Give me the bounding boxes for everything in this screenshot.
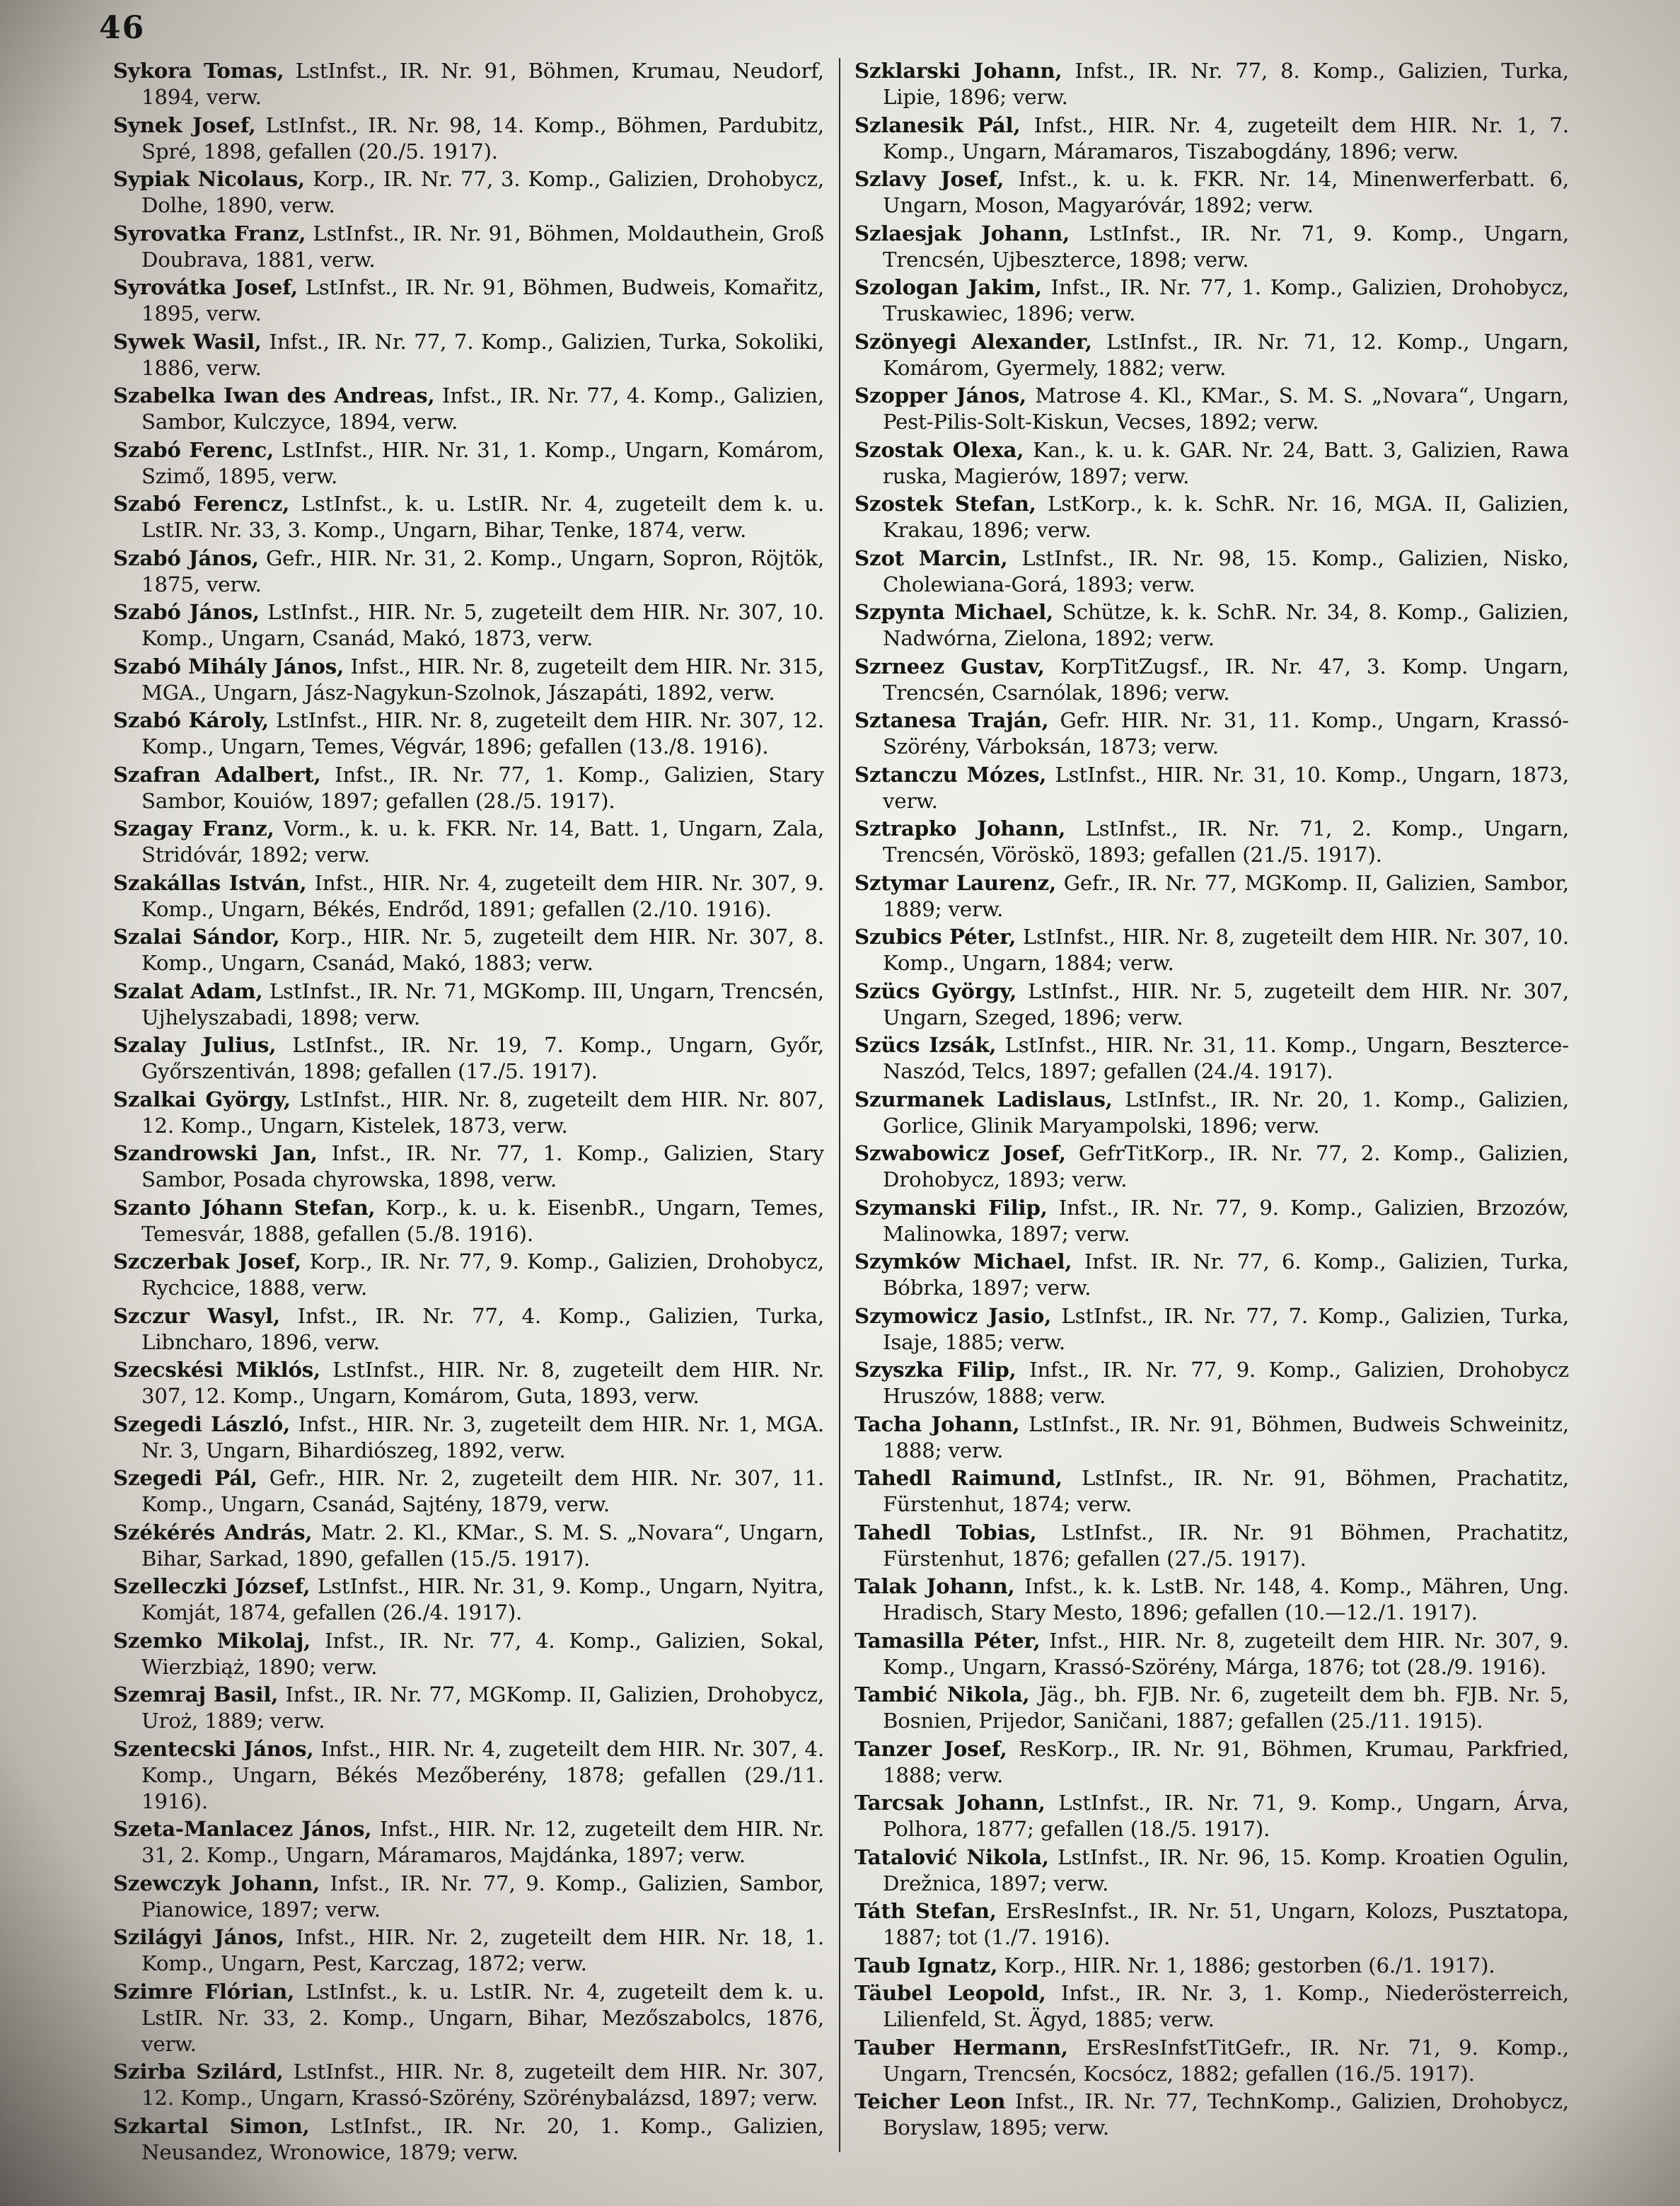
entry-details: Infst., IR. Nr. 77, 7. Komp., Galizien, Turka, Sokoliki, 1886, verw. [141,329,824,380]
entry-name: Szwabowicz Josef, [855,1141,1066,1165]
entry-name: Szecskési Miklós, [113,1358,321,1382]
entry-details: Infst., HIR. Nr. 3, zugeteilt dem HIR. Nr. 1, MGA. Nr. 3, Ungarn, Bihardiószeg, 1892, verw. [141,1411,824,1462]
entry-details: Gefr., IR. Nr. 77, MGKomp. II, Galizien, Sambor, 1889; verw. [883,870,1569,921]
entry-details: Infst., IR. Nr. 77, 4. Komp., Galizien, Sambor, Kulczyce, 1894, verw. [141,383,824,434]
entry-details: LstInfst., HIR. Nr. 31, 9. Komp., Ungarn, Nyitra, Komját, 1874, gefallen (26./4. 1917). [141,1574,824,1624]
list-entry [855,1980,1569,2033]
list-entry [855,1140,1569,1193]
list-entry [113,329,824,381]
entry-name: Szewczyk Johann, [113,1871,320,1895]
entry-name: Szalay Julius, [113,1033,277,1057]
entry-name: Szabelka Iwan des Andreas, [113,383,435,408]
list-entry [855,2089,1569,2141]
column-divider [839,58,840,2152]
entry-name: Tambić Nikola, [855,1682,1030,1707]
entry-details: LstInfst., IR. Nr. 98, 14. Komp., Böhmen, Pardubitz, Spré, 1898, gefallen (20./5. 1917). [141,112,824,163]
entry-name: Szostak Olexa, [855,437,1024,462]
entry-name: Szkartal Simon, [113,2113,310,2138]
entry-name: Szyszka Filip, [855,1358,1016,1382]
entry-details: LstInfst., k. u. LstIR. Nr. 4, zugeteilt dem k. u. LstIR. Nr. 33, 3. Komp., Ungarn, Bihar, Tenke, 1874, verw. [141,492,824,542]
entry-details: LstInfst., IR. Nr. 96, 15. Komp. Kroatien Ogulin, Drežnica, 1897; verw. [883,1844,1569,1895]
entry-name: Szücs Izsák, [855,1033,997,1057]
entry-name: Tacha Johann, [855,1411,1020,1436]
list-entry [855,708,1569,760]
list-entry [113,1816,824,1869]
entry-name: Tahedl Tobias, [855,1520,1037,1544]
entry-details: LstInfst., IR. Nr. 91, Böhmen, Budweis Schweinitz, 1888; verw. [883,1411,1569,1462]
entry-name: Szanto Jóhann Stefan, [113,1195,376,1220]
entry-name: Szimre Flórian, [113,1979,295,2004]
entry-name: Täubel Leopold, [855,1981,1046,2005]
entry-details: LstInfst., HIR. Nr. 8, zugeteilt dem HIR. Nr. 307, 12. Komp., Ungarn, Komárom, Guta, 1893, verw. [141,1358,824,1408]
entry-name: Syrovatka Franz, [113,221,306,246]
list-entry [855,1628,1569,1680]
entry-details: Infst., IR. Nr. 3, 1. Komp., Niederösterreich, Lilienfeld, St. Ägyd, 1885; verw. [883,1981,1569,2031]
entry-name: Szeta-Manlacez János, [113,1817,372,1841]
entry-details: Infst., IR. Nr. 77, TechnKomp., Galizien, Drohobycz, Boryslaw, 1895; verw. [883,2089,1569,2139]
entry-details: Korp., HIR. Nr. 5, zugeteilt dem HIR. Nr. 307, 8. Komp., Ungarn, Csanád, Makó, 1883; verw. [141,925,824,975]
entry-details: Jäg., bh. FJB. Nr. 6, zugeteilt dem bh. FJB. Nr. 5, Bosnien, Prijedor, Saničani, 1887; gefallen (25./11. 1915). [883,1682,1569,1733]
entry-name: Szlaesjak Johann, [855,221,1070,246]
entry-name: Szagay Franz, [113,816,274,841]
list-entry [113,978,824,1031]
entry-details: LstInfst., HIR. Nr. 5, zugeteilt dem HIR. Nr. 307, 10. Komp., Ungarn, Csanád, Makó, 1873, verw. [141,600,824,650]
entry-details: LstInfst., IR. Nr. 20, 1. Komp., Galizien, Neusandez, Wronowice, 1879; verw. [141,2113,824,2164]
list-entry [855,1195,1569,1247]
left-column [113,58,824,2166]
list-entry [855,437,1569,490]
entry-details: Gefr. HIR. Nr. 31, 11. Komp., Ungarn, Krassó-Szörény, Várboksán, 1873; verw. [883,708,1569,758]
entry-details: ResKorp., IR. Nr. 91, Böhmen, Krumau, Parkfried, 1888; verw. [883,1736,1569,1787]
entry-details: Infst., k. k. LstB. Nr. 148, 4. Komp., Mähren, Ung. Hradisch, Stary Mesto, 1896; gefallen (10.—12./1. 1917). [883,1574,1569,1624]
list-entry [855,166,1569,219]
list-entry [855,2035,1569,2087]
entry-details: LstInfst., HIR. Nr. 8, zugeteilt dem HIR. Nr. 307, 12. Komp., Ungarn, Temes, Végvár, 1896; gefallen (13./8. 1916). [141,708,824,758]
entry-details: LstInfst., HIR. Nr. 5, zugeteilt dem HIR. Nr. 307, Ungarn, Szeged, 1896; verw. [883,978,1569,1029]
entry-details: Infst., HIR. Nr. 4, zugeteilt dem HIR. Nr. 307, 4. Komp., Ungarn, Békés Mezőberény, 1878; gefallen (29./11. 1916). [141,1736,824,1813]
entry-details: Infst., IR. Nr. 77, 9. Komp., Galizien, Sambor, Pianowice, 1897; verw. [141,1871,824,1922]
entry-name: Tahedl Raimund, [855,1466,1062,1490]
list-entry [113,1087,824,1139]
entry-details: LstInfst., HIR. Nr. 8, zugeteilt dem HIR. Nr. 307, 12. Komp., Ungarn, Krassó-Szörény, Szörénybalázsd, 1897; verw. [141,2060,824,2110]
entry-name: Sztymar Laurenz, [855,870,1057,895]
entry-name: Taub Ignatz, [855,1953,998,1977]
entry-name: Szalkai György, [113,1087,291,1111]
list-entry [855,221,1569,273]
entry-name: Szlavy Josef, [855,167,1004,191]
entry-name: Szymowicz Jasio, [855,1303,1052,1328]
entry-name: Tatalović Nikola, [855,1844,1049,1869]
entry-details: Infst. IR. Nr. 77, 6. Komp., Galizien, Turka, Bóbrka, 1897; verw. [883,1249,1569,1300]
list-entry [113,654,824,706]
entry-name: Szopper János, [855,383,1026,408]
list-entry [113,1303,824,1356]
list-entry [855,762,1569,814]
entry-name: Szczur Wasyl, [113,1303,281,1328]
entry-details: Infst., k. u. k. FKR. Nr. 14, Minenwerferbatt. 6, Ungarn, Moson, Magyaróvár, 1892; verw. [883,167,1569,217]
entry-name: Szabó Ferenc, [113,437,274,462]
list-entry [113,1140,824,1193]
entry-name: Szostek Stefan, [855,492,1036,516]
entry-details: Infst., HIR. Nr. 4, zugeteilt dem HIR. Nr. 1, 7. Komp., Ungarn, Máramaros, Tiszabogdány, 1896; verw. [883,112,1569,163]
list-entry [855,58,1569,110]
list-entry [855,1303,1569,1356]
list-entry [113,762,824,814]
entry-name: Szymanski Filip, [855,1195,1048,1220]
entry-name: Szabó János, [113,545,259,570]
entry-name: Szubics Péter, [855,925,1016,949]
entry-details: Infst., IR. Nr. 77, 9. Komp., Galizien, Brzozów, Malinowka, 1897; verw. [883,1195,1569,1246]
list-entry [113,1682,824,1734]
entry-name: Szabó János, [113,600,260,624]
list-entry [855,654,1569,706]
entry-name: Szalai Sándor, [113,925,280,949]
entry-name: Szafran Adalbert, [113,762,321,787]
entry-name: Talak Johann, [855,1574,1015,1598]
list-entry [113,1871,824,1923]
entry-details: LstInfst., IR. Nr. 71, 9. Komp., Ungarn, Trencsén, Ujbeszterce, 1898; verw. [883,221,1569,272]
list-entry [855,383,1569,435]
entry-name: Szelleczki József, [113,1574,311,1598]
list-entry [113,1924,824,1977]
entry-name: Sztrapko Johann, [855,816,1066,841]
entry-details: LstInfst., IR. Nr. 71, 2. Komp., Ungarn, Trencsén, Vöröskö, 1893; gefallen (21./5. 1917). [883,816,1569,867]
entry-name: Szklarski Johann, [855,59,1062,83]
entry-name: Szirba Szilárd, [113,2060,284,2084]
list-entry [113,708,824,760]
entry-details: LstInfst., IR. Nr. 91, Böhmen, Prachatitz, Fürstenhut, 1874; verw. [883,1466,1569,1516]
entry-name: Sztanesa Traján, [855,708,1049,732]
list-entry [855,599,1569,652]
entry-details: Infst., IR. Nr. 77, 8. Komp., Galizien, Turka, Lipie, 1896; verw. [883,59,1569,109]
list-entry [113,166,824,219]
list-entry [855,112,1569,165]
entry-details: Kan., k. u. k. GAR. Nr. 24, Batt. 3, Galizien, Rawa ruska, Magierów, 1897; verw. [883,437,1569,488]
list-entry [113,1357,824,1409]
page-number: 46 [99,10,146,46]
entry-name: Szlanesik Pál, [855,112,1021,137]
entry-name: Szymków Michael, [855,1249,1072,1274]
entry-details: LstInfst., IR. Nr. 19, 7. Komp., Ungarn, Győr, Győrszentiván, 1898; gefallen (17./5. 1917). [141,1033,824,1083]
entry-details: LstInfst., HIR. Nr. 31, 1. Komp., Ungarn, Komárom, Szimő, 1895, verw. [141,437,824,488]
entry-name: Szpynta Michael, [855,600,1054,624]
entry-name: Szönyegi Alexander, [855,329,1092,354]
list-entry [113,870,824,923]
entry-details: Infst., IR. Nr. 77, 4. Komp., Galizien, Turka, Libncharo, 1896, verw. [141,1303,824,1354]
list-entry [113,924,824,976]
list-entry [855,1520,1569,1572]
entry-details: Korp., IR. Nr. 77, 3. Komp., Galizien, Drohobycz, Dolhe, 1890, verw. [141,167,824,217]
entry-details: Schütze, k. k. SchR. Nr. 34, 8. Komp., Galizien, Nadwórna, Zielona, 1892; verw. [883,600,1569,650]
entry-details: Infst., HIR. Nr. 2, zugeteilt dem HIR. Nr. 18, 1. Komp., Ungarn, Pest, Karczag, 1872; verw. [141,1925,824,1975]
entry-details: Korp., HIR. Nr. 1, 1886; gestorben (6./1. 1917). [1004,1953,1495,1977]
entry-name: Szczerbak Josef, [113,1249,302,1274]
list-entry [855,491,1569,543]
entry-details: Infst., IR. Nr. 77, 1. Komp., Galizien, Stary Sambor, Kouiów, 1897; gefallen (28./5. 1917). [141,762,824,813]
entry-name: Szabó Mihály János, [113,654,344,678]
entry-name: Syrovátka Josef, [113,275,298,299]
list-entry [855,275,1569,327]
entry-name: Szalat Adam, [113,978,263,1003]
entry-details: LstInfst., IR. Nr. 91 Böhmen, Prachatitz, Fürstenhut, 1876; gefallen (27./5. 1917). [883,1520,1569,1571]
entry-name: Sypiak Nicolaus, [113,167,306,191]
entry-details: Infst., IR. Nr. 77, MGKomp. II, Galizien, Drohobycz, Uroż, 1889; verw. [141,1682,824,1733]
entry-details: LstInfst., IR. Nr. 77, 7. Komp., Galizien, Turka, Isaje, 1885; verw. [883,1303,1569,1354]
entry-details: Infst., HIR. Nr. 8, zugeteilt dem HIR. Nr. 315, MGA., Ungarn, Jász-Nagykun-Szolnok, Jászapáti, 1892, verw. [141,654,824,705]
entry-name: Szentecski János, [113,1736,314,1761]
entry-details: Infst., HIR. Nr. 8, zugeteilt dem HIR. Nr. 307, 9. Komp., Ungarn, Krassó-Szörény, Márga, 1876; tot (28./9. 1916). [883,1628,1569,1679]
entry-name: Szemko Mikolaj, [113,1628,311,1653]
list-entry [855,1573,1569,1626]
list-entry [113,1465,824,1518]
entry-name: Szot Marcin, [855,545,1008,570]
list-entry [855,545,1569,598]
list-entry [855,1087,1569,1139]
entry-details: Infst., IR. Nr. 77, 9. Komp., Galizien, Drohobycz Hruszów, 1888; verw. [883,1358,1569,1408]
list-entry [855,924,1569,976]
entry-name: Székérés András, [113,1520,313,1544]
list-entry [113,1979,824,2057]
list-entry [855,1736,1569,1789]
entry-name: Szabó Ferencz, [113,492,290,516]
list-entry [113,112,824,165]
entry-details: LstInfst., IR. Nr. 91, Böhmen, Moldauthein, Groß Doubrava, 1881, verw. [141,221,824,272]
list-entry [113,1411,824,1464]
list-entry [113,1736,824,1815]
list-entry [855,870,1569,923]
entry-name: Tauber Hermann, [855,2035,1068,2060]
entry-details: Matrose 4. Kl., KMar., S. M. S. „Novara“, Ungarn, Pest-Pilis-Solt-Kiskun, Vecses, 1892; verw. [883,383,1569,434]
entry-name: Szrneez Gustav, [855,654,1045,678]
entry-name: Synek Josef, [113,112,256,137]
list-entry [855,1790,1569,1842]
list-entry [113,221,824,273]
entry-details: LstInfst., IR. Nr. 98, 15. Komp., Galizien, Nisko, Cholewiana-Gorá, 1893; verw. [883,545,1569,596]
list-entry [113,1195,824,1247]
list-entry [855,1844,1569,1897]
entry-details: LstInfst., HIR. Nr. 8, zugeteilt dem HIR. Nr. 807, 12. Komp., Ungarn, Kistelek, 1873, verw. [141,1087,824,1138]
entry-name: Szologan Jakim, [855,275,1042,299]
entry-name: Szilágyi János, [113,1925,284,1949]
entry-details: KorpTitZugsf., IR. Nr. 47, 3. Komp. Ungarn, Trencsén, Csarnólak, 1896; verw. [883,654,1569,705]
entry-name: Szemraj Basil, [113,1682,279,1707]
list-entry [113,1249,824,1301]
list-entry [855,816,1569,868]
list-entry [855,1682,1569,1734]
list-entry [113,1628,824,1680]
entry-name: Szegedi Pál, [113,1466,257,1490]
entry-details: LstInfst., IR. Nr. 91, Böhmen, Krumau, Neudorf, 1894, verw. [141,59,824,109]
entry-details: LstInfst., IR. Nr. 20, 1. Komp., Galizien, Gorlice, Glinik Maryampolski, 1896; verw. [883,1087,1569,1138]
entry-name: Tarcsak Johann, [855,1791,1045,1815]
entry-details: Infst., IR. Nr. 77, 1. Komp., Galizien, Stary Sambor, Posada chyrowska, 1898, verw. [141,1141,824,1191]
entry-name: Szabó Károly, [113,708,269,732]
list-entry [113,2113,824,2166]
entry-details: LstInfst., IR. Nr. 91, Böhmen, Budweis, Komařitz, 1895, verw. [141,275,824,325]
entry-name: Sywek Wasil, [113,329,262,354]
list-entry [113,599,824,652]
entry-name: Tanzer Josef, [855,1736,1007,1761]
entry-details: LstInfst., IR. Nr. 71, MGKomp. III, Ungarn, Trencsén, Ujhelyszabadi, 1898; verw. [141,978,824,1029]
entry-details: Korp., IR. Nr. 77, 9. Komp., Galizien, Drohobycz, Rychcice, 1888, verw. [141,1249,824,1300]
list-entry [855,978,1569,1031]
list-entry [113,816,824,868]
list-entry [855,1953,1569,1979]
list-entry [113,275,824,327]
entry-details: Infst., HIR. Nr. 4, zugeteilt dem HIR. Nr. 307, 9. Komp., Ungarn, Békés, Endrőd, 1891; gefallen (2./10. 1916). [141,870,824,921]
entry-name: Szandrowski Jan, [113,1141,318,1165]
right-column [855,58,1569,2166]
list-entry [855,329,1569,381]
entry-name: Szurmanek Ladislaus, [855,1087,1113,1111]
entry-details: LstInfst., HIR. Nr. 8, zugeteilt dem HIR. Nr. 307, 10. Komp., Ungarn, 1884; verw. [883,925,1569,975]
entry-details: Matr. 2. Kl., KMar., S. M. S. „Novara“, Ungarn, Bihar, Sarkad, 1890, gefallen (15./5. 1917). [141,1520,824,1571]
entry-details: ErsResInfstTitGefr., IR. Nr. 71, 9. Komp., Ungarn, Trencsén, Kocsócz, 1882; gefallen (16./5. 1917). [883,2035,1569,2086]
entry-details: LstInfst., k. u. LstIR. Nr. 4, zugeteilt dem k. u. LstIR. Nr. 33, 2. Komp., Ungarn, Bihar, Mezőszabolcs, 1876, verw. [141,1979,824,2056]
entry-details: ErsResInfst., IR. Nr. 51, Ungarn, Kolozs, Pusztatopa, 1887; tot (1./7. 1916). [883,1899,1569,1949]
list-entry [855,1411,1569,1464]
list-entry [113,1573,824,1626]
entry-details: LstInfst., HIR. Nr. 31, 11. Komp., Ungarn, Beszterce-Naszód, Telcs, 1897; gefallen (24./4. 1917). [883,1033,1569,1083]
list-entry [113,2059,824,2111]
list-entry [855,1032,1569,1085]
list-entry [113,1520,824,1572]
entry-name: Szücs György, [855,978,1017,1003]
entry-details: Infst., IR. Nr. 77, 1. Komp., Galizien, Drohobycz, Truskawiec, 1896; verw. [883,275,1569,325]
list-entry [113,437,824,490]
entry-details: LstInfst., IR. Nr. 71, 12. Komp., Ungarn, Komárom, Gyermely, 1882; verw. [883,329,1569,380]
entry-details: Infst., HIR. Nr. 12, zugeteilt dem HIR. Nr. 31, 2. Komp., Ungarn, Máramaros, Majdánka, 1897; verw. [141,1817,824,1867]
entry-details: LstKorp., k. k. SchR. Nr. 16, MGA. II, Galizien, Krakau, 1896; verw. [883,492,1569,542]
list-entry [855,1249,1569,1301]
entry-details: Infst., IR. Nr. 77, 4. Komp., Galizien, Sokal, Wierzbiąż, 1890; verw. [141,1628,824,1679]
entry-name: Sykora Tomas, [113,59,284,83]
list-entry [113,491,824,543]
entry-details: Gefr., HIR. Nr. 2, zugeteilt dem HIR. Nr. 307, 11. Komp., Ungarn, Csanád, Sajtény, 1879, verw. [141,1466,824,1516]
list-entry [855,1357,1569,1409]
list-entry [113,545,824,598]
list-entry [113,1032,824,1085]
entry-details: GefrTitKorp., IR. Nr. 77, 2. Komp., Galizien, Drohobycz, 1893; verw. [883,1141,1569,1191]
entry-name: Szegedi László, [113,1411,291,1436]
list-entry [113,383,824,435]
entry-name: Tamasilla Péter, [855,1628,1041,1653]
entry-details: Vorm., k. u. k. FKR. Nr. 14, Batt. 1, Ungarn, Zala, Stridóvár, 1892; verw. [141,816,824,867]
list-entry [855,1898,1569,1951]
entry-name: Sztanczu Mózes, [855,762,1047,787]
entry-name: Teicher Leon [855,2089,1006,2113]
list-entry [855,1465,1569,1518]
entry-name: Táth Stefan, [855,1899,997,1923]
list-entry [113,58,824,110]
entry-details: LstInfst., IR. Nr. 71, 9. Komp., Ungarn, Árva, Polhora, 1877; gefallen (18./5. 1917). [883,1791,1569,1841]
entry-details: Gefr., HIR. Nr. 31, 2. Komp., Ungarn, Sopron, Röjtök, 1875, verw. [141,545,824,596]
entry-details: Korp., k. u. k. EisenbR., Ungarn, Temes, Temesvár, 1888, gefallen (5./8. 1916). [141,1195,824,1246]
entry-name: Szakállas István, [113,870,307,895]
entry-details: LstInfst., HIR. Nr. 31, 10. Komp., Ungarn, 1873, verw. [883,762,1569,813]
